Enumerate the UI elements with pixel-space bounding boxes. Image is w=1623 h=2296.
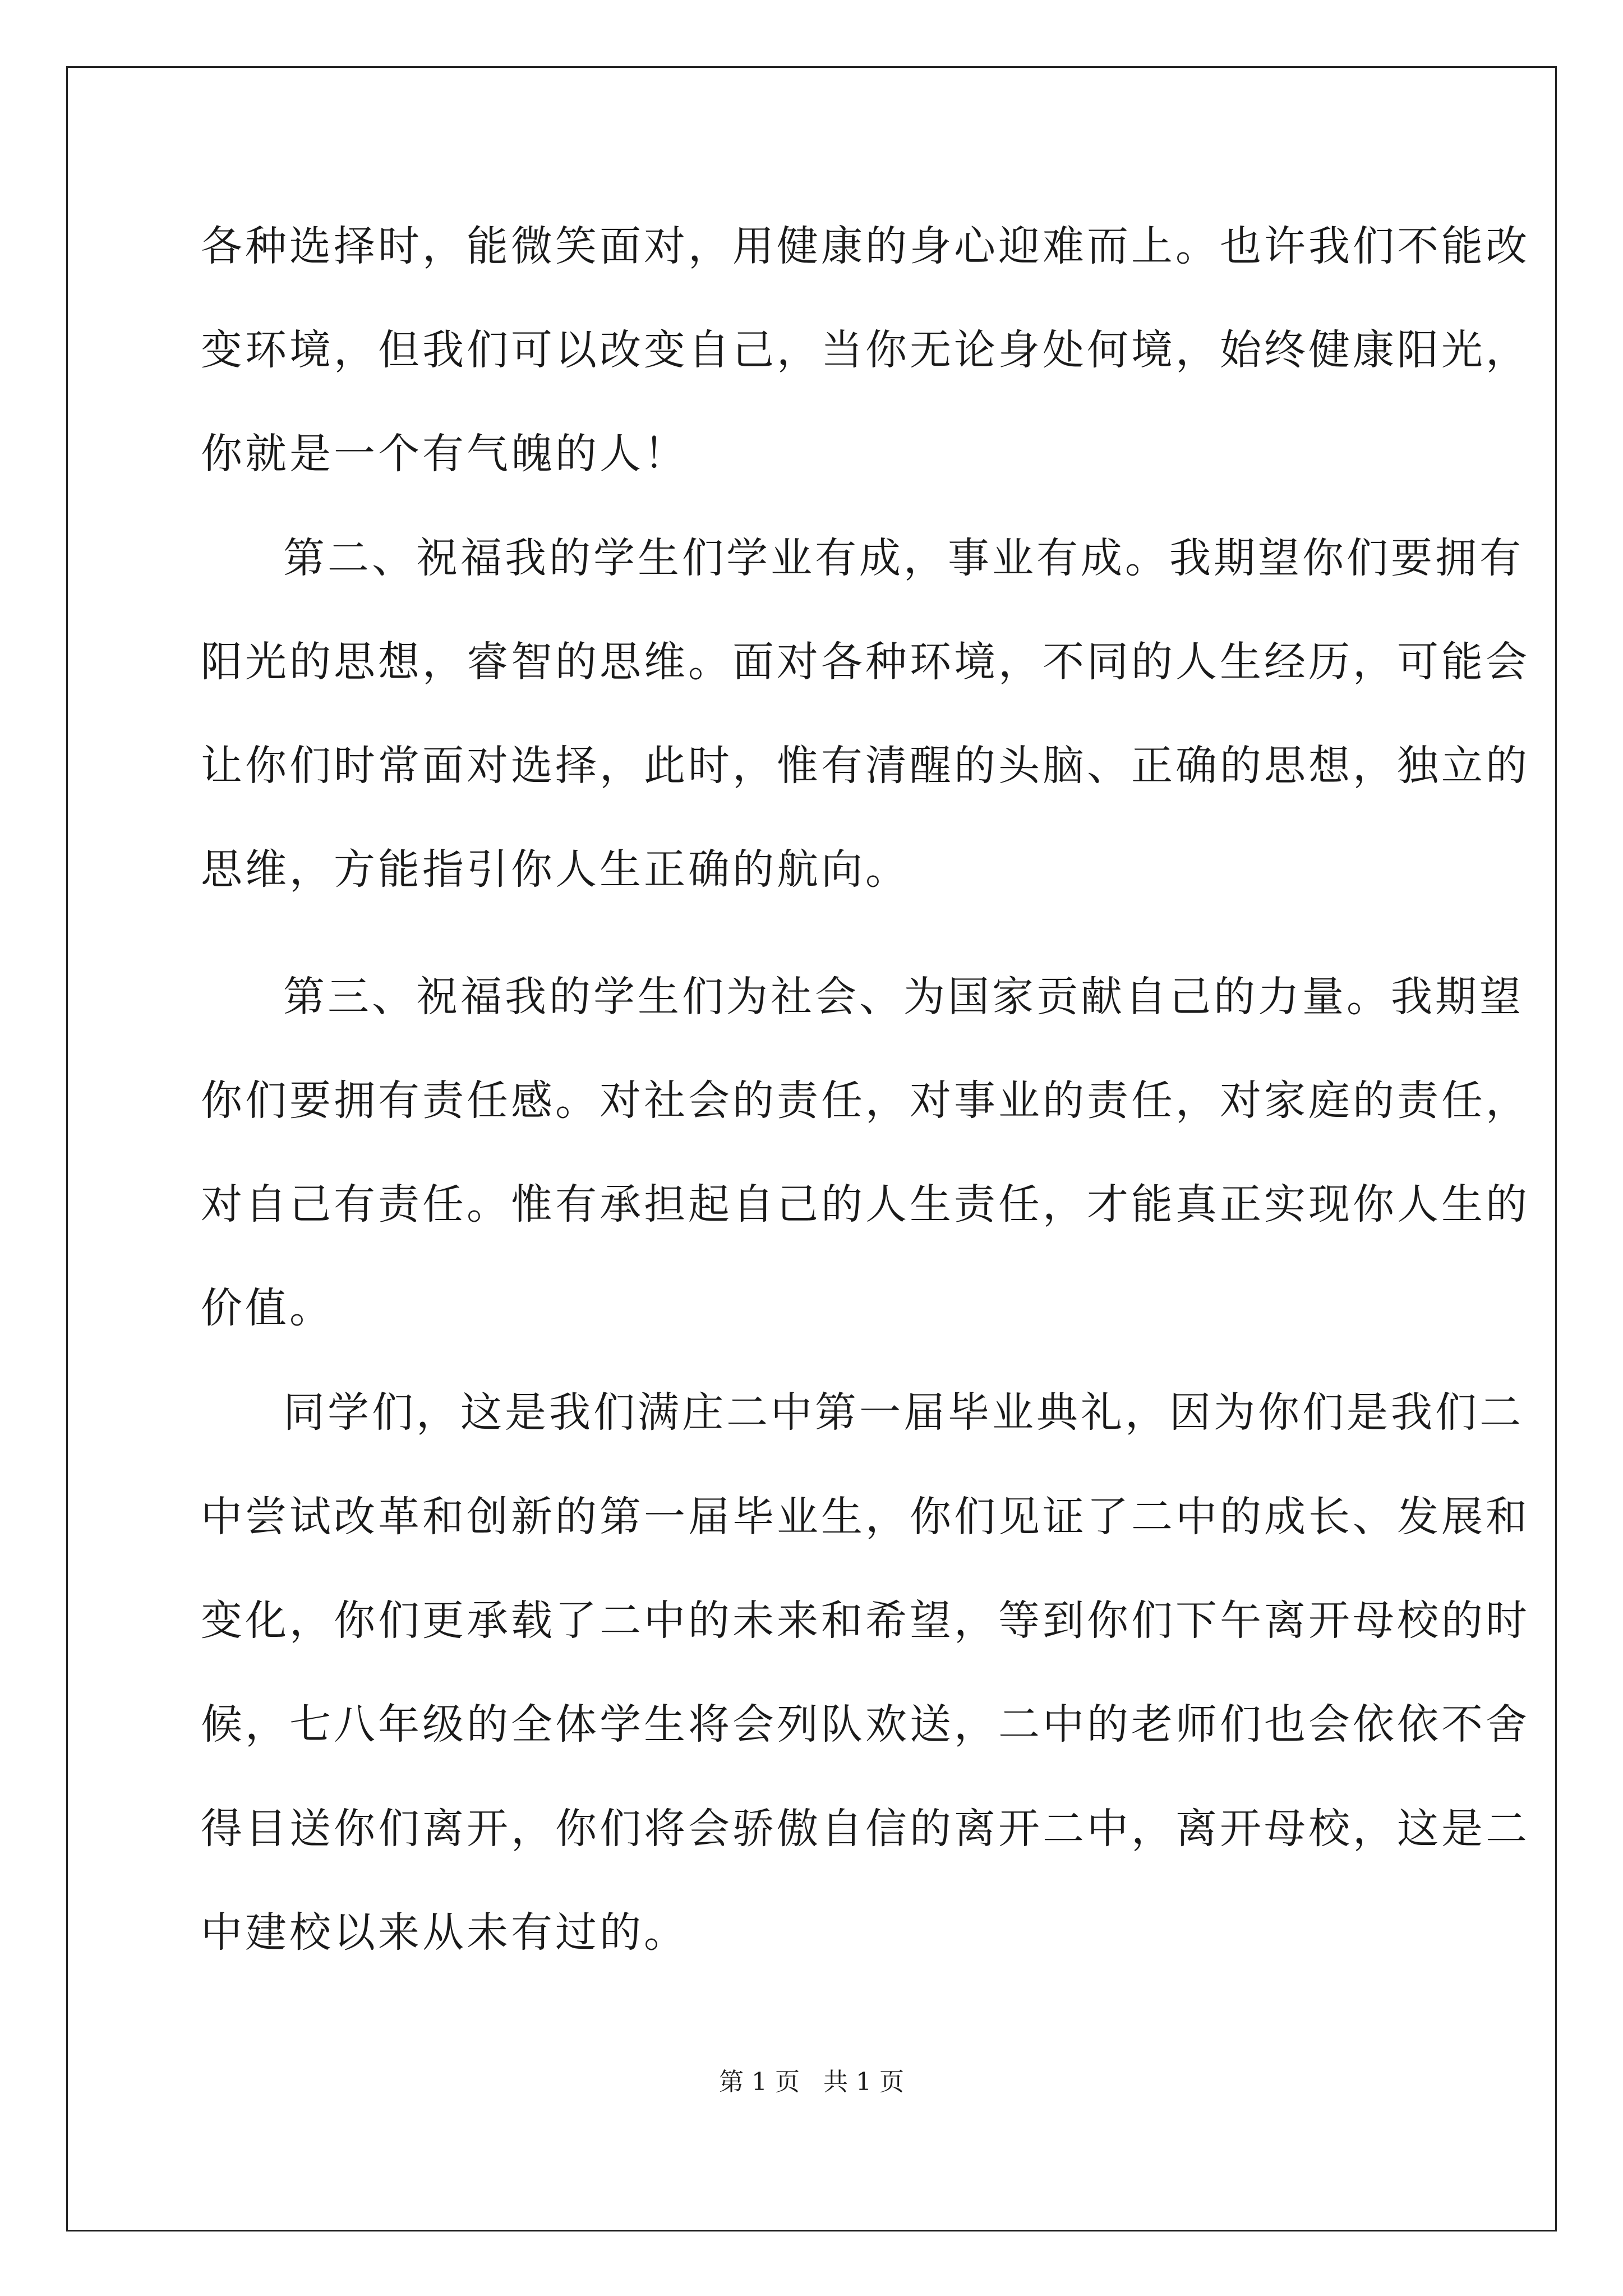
body-text-line: 得目送你们离开，你们将会骄傲自信的离开二中，离开母校，这是二 <box>201 1805 1530 1853</box>
body-text-line: 变环境，但我们可以改变自己，当你无论身处何境，始终健康阳光， <box>201 326 1530 374</box>
body-text-line: 你们要拥有责任感。对社会的责任，对事业的责任，对家庭的责任， <box>201 1076 1530 1125</box>
body-text-line: 思维，方能指引你人生正确的航向。 <box>201 845 910 894</box>
body-text-line: 变化，你们更承载了二中的未来和希望，等到你们下午离开母校的时 <box>201 1596 1530 1645</box>
body-text-line: 中尝试改革和创新的第一届毕业生，你们见证了二中的成长、发展和 <box>201 1493 1530 1541</box>
body-text-line: 第三、祝福我的学生们为社会、为国家贡献自己的力量。我期望 <box>283 973 1524 1021</box>
body-text-line: 各种选择时，能微笑面对，用健康的身心迎难而上。也许我们不能改 <box>201 222 1530 270</box>
body-text-line: 阳光的思想，睿智的思维。面对各种环境，不同的人生经历，可能会 <box>201 638 1530 686</box>
body-text-line: 同学们，这是我们满庄二中第一届毕业典礼，因为你们是我们二 <box>283 1388 1524 1437</box>
body-text-line: 价值。 <box>201 1284 334 1332</box>
body-text-line: 中建校以来从未有过的。 <box>201 1908 688 1957</box>
body-text-line: 对自己有责任。惟有承担起自己的人生责任，才能真正实现你人生的 <box>201 1180 1530 1228</box>
body-text-line: 让你们时常面对选择，此时，惟有清醒的头脑、正确的思想，独立的 <box>201 742 1530 790</box>
body-text-line: 第二、祝福我的学生们学业有成，事业有成。我期望你们要拥有 <box>283 534 1524 582</box>
page-number-footer: 第 1 页 共 1 页 <box>719 2068 904 2096</box>
page-border <box>66 66 1557 2231</box>
body-text-line: 候，七八年级的全体学生将会列队欢送，二中的老师们也会依依不舍 <box>201 1700 1530 1749</box>
body-text-line: 你就是一个有气魄的人！ <box>201 430 688 478</box>
